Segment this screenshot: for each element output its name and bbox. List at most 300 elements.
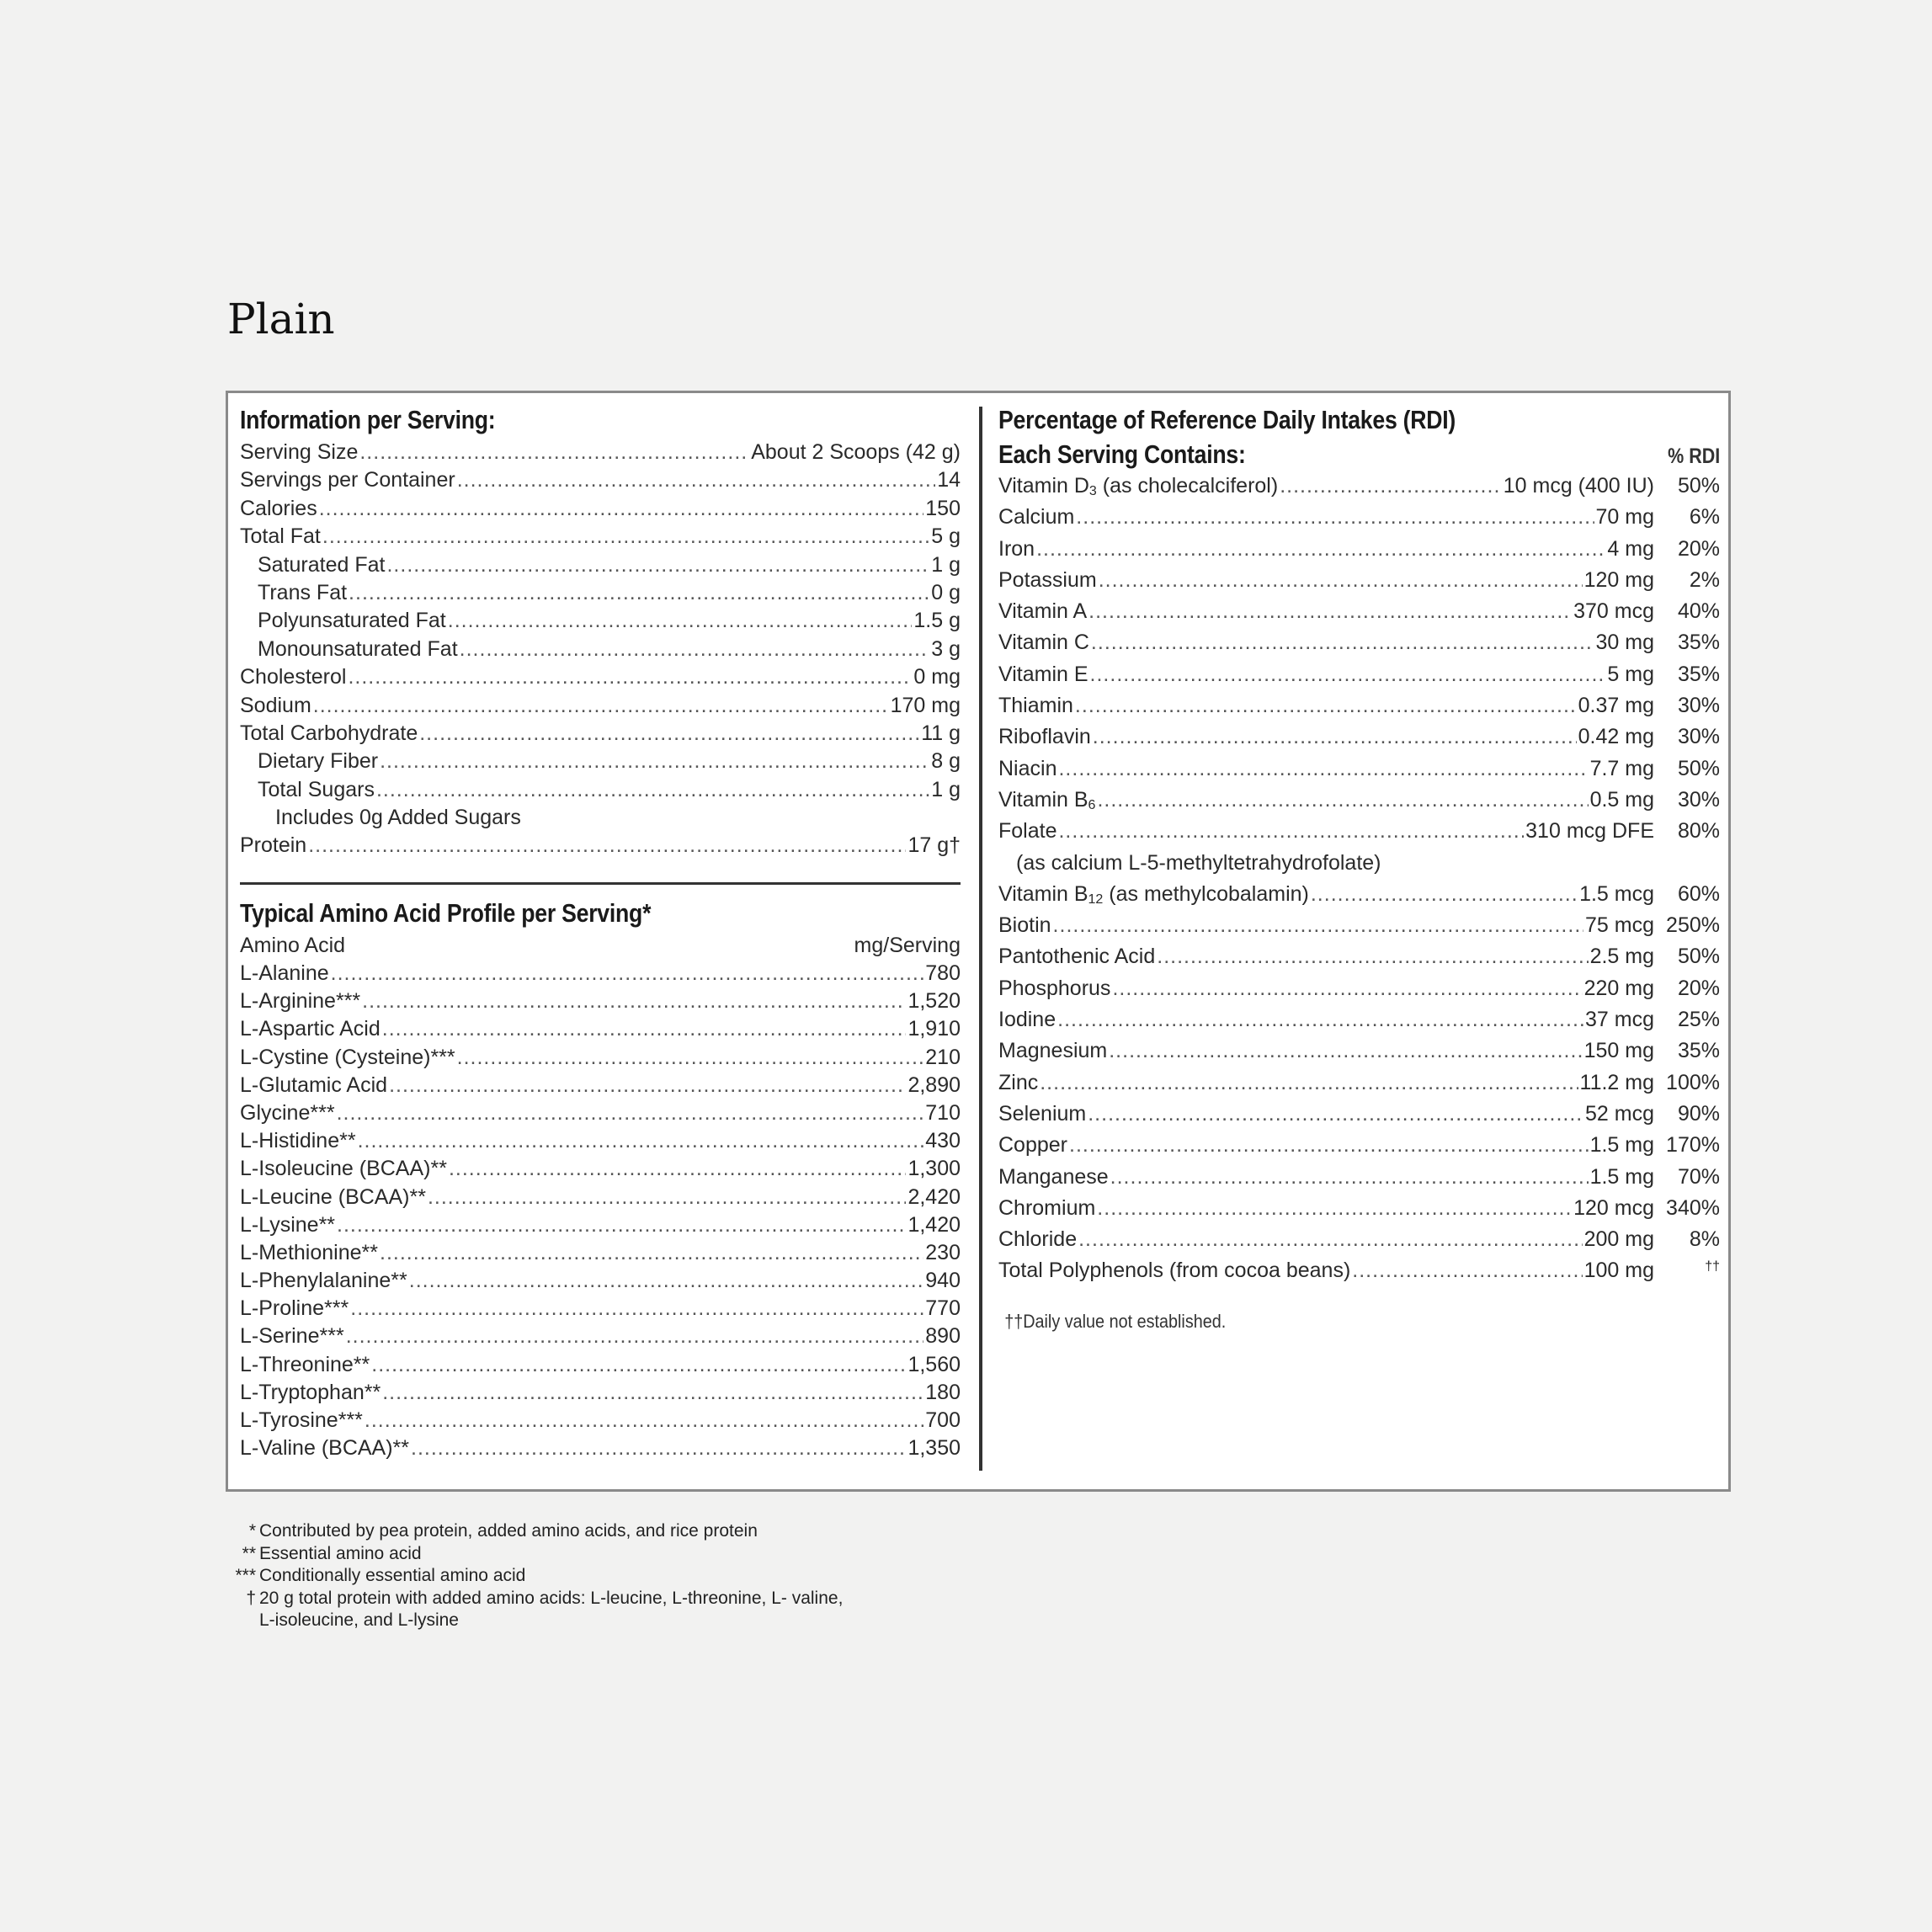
amino-label: L-Threonine**: [240, 1352, 370, 1376]
leader-dots: [409, 1267, 924, 1295]
rdi-entry: [998, 910, 1654, 941]
amino-row: [240, 1044, 961, 1072]
rdi-amount: 0.5 mg: [1589, 787, 1654, 812]
amino-row: [240, 987, 961, 1015]
rdi-amount: 2.5 mg: [1589, 945, 1654, 969]
rdi-entry: [998, 1130, 1654, 1161]
rdi-entry: [998, 1099, 1654, 1130]
amino-value: 1,420: [907, 1212, 961, 1237]
footnote-mark: ***: [235, 1566, 256, 1585]
amino-col-value: mg/Serving: [854, 934, 961, 957]
rdi-label-text: Chloride: [998, 1227, 1078, 1252]
info-label: Dietary Fiber: [258, 749, 379, 774]
rdi-label: [998, 1035, 1107, 1067]
rdi-label-text: Potassium: [998, 567, 1097, 592]
rdi-label-text: Calcium: [998, 505, 1075, 530]
amino-value: 1,910: [907, 1017, 961, 1041]
rdi-label: [998, 1099, 1086, 1130]
rdi-label: [998, 721, 1091, 753]
rdi-row: [998, 596, 1720, 627]
info-label: Polyunsaturated Fat: [258, 609, 446, 633]
info-label: Calories: [240, 496, 317, 520]
rdi-label: [998, 1193, 1095, 1224]
footnote-mark: †: [246, 1588, 256, 1608]
rdi-percent: 250%: [1666, 913, 1720, 938]
rdi-amount: 370 mcg: [1573, 599, 1654, 624]
amino-value: 780: [925, 961, 961, 985]
rdi-percent: 8%: [1689, 1227, 1720, 1252]
rdi-amount: 11.2 mg: [1579, 1070, 1654, 1094]
leader-dots: [389, 1072, 906, 1099]
rdi-percent: 30%: [1677, 725, 1720, 749]
amino-row: [240, 1323, 961, 1350]
rdi-label-text: Vitamin B: [998, 881, 1088, 906]
info-label: Serving Size: [240, 440, 359, 464]
rdi-row: [998, 565, 1720, 596]
leader-dots: [350, 1295, 923, 1323]
leader-dots: [448, 607, 913, 635]
rdi-entry: [998, 627, 1654, 658]
amino-value: 710: [925, 1100, 961, 1125]
rdi-label-text: Folate: [998, 819, 1057, 844]
amino-row: [240, 1211, 961, 1239]
rdi-row: [998, 721, 1720, 753]
info-value: 0 mg: [913, 665, 961, 689]
rdi-row: [998, 471, 1720, 502]
leader-dots: [1058, 753, 1588, 785]
leader-dots: [322, 523, 929, 551]
leader-dots: [1112, 973, 1582, 1004]
rdi-percent: 50%: [1677, 474, 1720, 498]
rdi-label: [998, 1162, 1109, 1193]
rdi-row: [998, 816, 1720, 847]
info-heading: Information per Serving:: [240, 405, 496, 434]
rdi-label-text: Total Polyphenols (from cocoa beans): [998, 1259, 1351, 1283]
leader-dots: [1088, 1099, 1583, 1130]
rdi-label-text: Riboflavin: [998, 725, 1091, 749]
amino-row: [240, 1295, 961, 1323]
rdi-label-text: Biotin: [998, 913, 1051, 938]
leader-dots: [1076, 502, 1594, 533]
rdi-percent: 80%: [1677, 819, 1720, 844]
amino-value: 1,560: [907, 1352, 961, 1376]
rdi-entry: [998, 753, 1654, 785]
column-divider: [979, 407, 982, 1471]
info-value: 1 g: [931, 777, 961, 801]
rdi-label-text: Vitamin D: [998, 474, 1089, 498]
rdi-row: [998, 534, 1720, 565]
amino-row: [240, 1127, 961, 1155]
info-label: Monounsaturated Fat: [258, 636, 458, 661]
amino-label: L-Serine***: [240, 1324, 344, 1349]
info-row: [240, 720, 961, 748]
amino-value: 210: [925, 1045, 961, 1069]
rdi-label: [998, 910, 1051, 941]
rdi-entry: [998, 973, 1654, 1004]
rdi-percent: 40%: [1677, 599, 1720, 624]
footnotes: [229, 1520, 843, 1632]
rdi-amount: 75 mcg: [1585, 913, 1654, 938]
amino-label: Glycine***: [240, 1100, 335, 1125]
amino-value: 1,300: [907, 1157, 961, 1181]
footnote-text: L-isoleucine, and L-lysine: [259, 1610, 459, 1630]
rdi-row: [998, 1224, 1720, 1255]
leader-dots: [1093, 721, 1577, 753]
rdi-amount: 310 mcg DFE: [1525, 819, 1654, 844]
leader-dots: [382, 1379, 923, 1407]
rdi-label: [998, 1224, 1077, 1255]
rdi-amount: 10 mcg (400 IU): [1503, 474, 1654, 498]
leader-dots: [349, 579, 929, 607]
rdi-percent: 30%: [1677, 787, 1720, 812]
leader-dots: [313, 692, 889, 720]
rdi-row: [998, 1067, 1720, 1099]
rdi-row: [998, 690, 1720, 721]
amino-value: 2,420: [907, 1184, 961, 1209]
rdi-percent: 6%: [1689, 505, 1720, 530]
leader-dots: [419, 720, 919, 748]
rdi-label: [998, 659, 1088, 690]
info-value: About 2 Scoops (42 g): [751, 440, 961, 464]
rdi-percent: ††: [1705, 1259, 1720, 1275]
amino-value: 2,890: [907, 1072, 961, 1097]
footnote-mark: **: [242, 1543, 256, 1563]
footnote-text: 20 g total protein with added amino acids: L-leucine, L-threonine, L- valine,: [259, 1588, 844, 1608]
footnote-line: [229, 1565, 843, 1588]
amino-value: 890: [925, 1324, 961, 1349]
info-row: [240, 804, 961, 832]
amino-row: [240, 1267, 961, 1295]
rdi-percent: 50%: [1677, 945, 1720, 969]
leader-dots: [1352, 1255, 1582, 1286]
amino-label: L-Isoleucine (BCAA)**: [240, 1157, 447, 1181]
leader-dots: [358, 1127, 924, 1155]
amino-label: L-Valine (BCAA)**: [240, 1436, 410, 1461]
leader-dots: [386, 551, 929, 579]
amino-row: [240, 1239, 961, 1267]
footnote-text: Conditionally essential amino acid: [259, 1566, 526, 1585]
amino-row: [240, 1351, 961, 1379]
rdi-label: [998, 973, 1110, 1004]
rdi-label-suffix: (as cholecalciferol): [1096, 474, 1279, 498]
info-value: 0 g: [931, 580, 961, 604]
rdi-amount: 120 mcg: [1573, 1195, 1654, 1220]
rdi-label-text: Phosphorus: [998, 976, 1111, 1000]
rdi-entry: [998, 816, 1654, 847]
leader-dots: [382, 1015, 907, 1043]
rdi-amount: 7.7 mg: [1589, 756, 1654, 780]
leader-dots: [1078, 1224, 1583, 1255]
footnote-line: [229, 1543, 843, 1566]
info-row: [240, 523, 961, 551]
leader-dots: [1088, 596, 1572, 627]
amino-label: L-Aspartic Acid: [240, 1017, 381, 1041]
rdi-label-text: Magnesium: [998, 1039, 1108, 1063]
rdi-label-subscript: 12: [1088, 891, 1104, 907]
leader-dots: [380, 1239, 923, 1267]
rdi-rows: [998, 471, 1720, 1287]
rdi-amount: 52 mcg: [1585, 1101, 1654, 1126]
rdi-percent: 50%: [1677, 756, 1720, 780]
info-label: Total Carbohydrate: [240, 721, 418, 745]
leader-dots: [365, 1407, 923, 1434]
info-row: [240, 832, 961, 860]
amino-rows: [240, 960, 961, 1462]
amino-value: 180: [925, 1380, 961, 1404]
rdi-row: [998, 753, 1720, 785]
info-value: 5 g: [931, 524, 961, 549]
rdi-label: [998, 690, 1073, 721]
leader-dots: [411, 1434, 906, 1462]
info-value: 150: [925, 496, 961, 520]
amino-row: [240, 1434, 961, 1462]
rdi-entry: [998, 1193, 1654, 1224]
amino-value: 430: [925, 1129, 961, 1153]
amino-heading: Typical Amino Acid Profile per Serving*: [240, 898, 652, 928]
amino-value: 940: [925, 1269, 961, 1293]
info-row: [240, 692, 961, 720]
leader-dots: [1280, 471, 1502, 502]
footnote-mark: *: [248, 1521, 256, 1541]
rdi-entry: [998, 1255, 1654, 1286]
amino-label: L-Glutamic Acid: [240, 1072, 388, 1097]
leader-dots: [1075, 690, 1577, 721]
rdi-row: [998, 973, 1720, 1004]
leader-dots: [457, 1044, 924, 1072]
rdi-amount: 1.5 mcg: [1579, 881, 1654, 906]
rdi-entry: [998, 502, 1654, 533]
rdi-label-text: Iron: [998, 536, 1035, 561]
info-row: [240, 607, 961, 635]
rdi-percent: 100%: [1666, 1070, 1720, 1094]
rdi-row: [998, 1193, 1720, 1224]
rdi-row: [998, 1130, 1720, 1161]
footnote-line: [229, 1610, 843, 1632]
rdi-label: [998, 816, 1056, 847]
leader-dots: [460, 636, 930, 663]
amino-row: [240, 1379, 961, 1407]
rdi-amount: 0.37 mg: [1578, 694, 1654, 718]
info-row: [240, 495, 961, 523]
leader-dots: [337, 1099, 924, 1127]
leader-dots: [1053, 910, 1583, 941]
rdi-label: [998, 627, 1089, 658]
info-row: [240, 776, 961, 804]
amino-label: L-Proline***: [240, 1296, 349, 1321]
leader-dots: [308, 832, 906, 860]
amino-col-label: Amino Acid: [240, 934, 346, 957]
leader-dots: [371, 1351, 906, 1379]
rdi-amount: 100 mg: [1583, 1259, 1654, 1283]
rdi-label-text: Chromium: [998, 1195, 1096, 1220]
leader-dots: [1097, 785, 1588, 816]
flavor-title: Plain: [227, 295, 335, 343]
info-label: Trans Fat: [258, 580, 348, 604]
rdi-label-text: Vitamin E: [998, 662, 1088, 686]
rdi-entry: [998, 596, 1654, 627]
info-label: Total Sugars: [258, 777, 375, 801]
leader-dots: [376, 776, 929, 804]
rdi-entry: [998, 1224, 1654, 1255]
rdi-label-subscript: 3: [1088, 484, 1097, 498]
info-label: Saturated Fat: [258, 552, 386, 577]
rdi-amount: 0.42 mg: [1578, 725, 1654, 749]
rdi-entry: [998, 1004, 1654, 1035]
rdi-percent: 70%: [1677, 1164, 1720, 1189]
info-label: Cholesterol: [240, 665, 347, 689]
info-row: [240, 579, 961, 607]
rdi-amount: 1.5 mg: [1589, 1164, 1654, 1189]
rdi-label-text: Manganese: [998, 1164, 1109, 1189]
footnote-mark: [229, 1610, 259, 1632]
rdi-entry: [998, 941, 1654, 972]
rdi-row: [998, 1004, 1720, 1035]
amino-row: [240, 1184, 961, 1211]
rdi-row: [998, 785, 1720, 816]
rdi-row: [998, 1162, 1720, 1193]
rdi-heading: Percentage of Reference Daily Intakes (RDI): [998, 405, 1456, 434]
info-label: Protein: [240, 833, 307, 858]
footnote-line: [229, 1520, 843, 1543]
rdi-amount: 150 mg: [1583, 1039, 1654, 1063]
folate-note: (as calcium L-5-methyltetrahydrofolate): [1016, 850, 1381, 875]
leader-dots: [337, 1211, 906, 1239]
amino-label: L-Methionine**: [240, 1240, 378, 1264]
info-label: Sodium: [240, 693, 311, 717]
rdi-entry: [998, 1067, 1654, 1099]
info-value: 8 g: [931, 749, 961, 774]
rdi-percent: 35%: [1677, 662, 1720, 686]
rdi-row: [998, 910, 1720, 941]
leader-dots: [331, 960, 924, 987]
rdi-footnote: ††Daily value not established.: [1004, 1310, 1227, 1332]
rdi-entry: [998, 690, 1654, 721]
rdi-label-subscript: 6: [1088, 797, 1096, 812]
rdi-percent: 20%: [1677, 976, 1720, 1000]
rdi-label-suffix: (as methylcobalamin): [1103, 881, 1309, 906]
amino-value: 1,350: [907, 1436, 961, 1461]
rdi-label-text: Vitamin B: [998, 787, 1088, 812]
leader-dots: [1109, 1035, 1582, 1067]
supplement-facts-panel: [226, 391, 1731, 1492]
info-value: 17 g†: [907, 833, 961, 858]
rdi-row: [998, 941, 1720, 972]
info-rows: [240, 439, 961, 860]
rdi-label-text: Selenium: [998, 1101, 1087, 1126]
amino-label: L-Histidine**: [240, 1129, 356, 1153]
rdi-subheading: Each Serving Contains:: [998, 439, 1246, 469]
rdi-label-text: Niacin: [998, 756, 1057, 780]
rdi-label: [998, 565, 1097, 596]
rdi-entry: [998, 659, 1654, 690]
rdi-label: [998, 753, 1056, 785]
rdi-label-text: Vitamin C: [998, 631, 1089, 655]
rdi-label: [998, 941, 1155, 972]
leader-dots: [1311, 879, 1578, 910]
rdi-percent: 340%: [1666, 1195, 1720, 1220]
rdi-amount: 30 mg: [1595, 631, 1654, 655]
info-value: 3 g: [931, 636, 961, 661]
leader-dots: [1110, 1162, 1589, 1193]
rdi-label-text: Thiamin: [998, 694, 1073, 718]
leader-dots: [362, 987, 906, 1015]
rdi-row: [998, 1255, 1720, 1286]
footnote-line: [229, 1588, 843, 1610]
rdi-entry: [998, 1035, 1654, 1067]
leader-dots: [319, 495, 924, 523]
amino-value: 230: [925, 1240, 961, 1264]
info-value: 14: [937, 468, 961, 492]
info-value: 1.5 g: [913, 609, 961, 633]
leader-dots: [1157, 941, 1588, 972]
leader-dots: [449, 1155, 907, 1183]
rdi-amount: 200 mg: [1583, 1227, 1654, 1252]
amino-value: 700: [925, 1408, 961, 1432]
leader-dots: [1091, 627, 1594, 658]
info-label: Includes 0g Added Sugars: [275, 806, 521, 830]
rdi-entry: [998, 534, 1654, 565]
info-row: [240, 663, 961, 691]
info-row: [240, 636, 961, 663]
info-value: 11 g: [921, 721, 961, 745]
rdi-label: [998, 1067, 1038, 1099]
rdi-amount: 70 mg: [1595, 505, 1654, 530]
leader-dots: [1099, 565, 1583, 596]
leader-dots: [1097, 1193, 1572, 1224]
rdi-label: [998, 596, 1087, 627]
info-row: [240, 466, 961, 494]
leader-dots: [359, 439, 749, 466]
rdi-entry: [998, 565, 1654, 596]
rdi-entry: [998, 1162, 1654, 1193]
rdi-entry: [998, 721, 1654, 753]
rdi-percent: 170%: [1666, 1133, 1720, 1158]
amino-label: L-Tryptophan**: [240, 1380, 381, 1404]
leader-dots: [428, 1184, 907, 1211]
rdi-percent: 20%: [1677, 536, 1720, 561]
rdi-label: [998, 1004, 1056, 1035]
rdi-label: [998, 502, 1074, 533]
rdi-label-text: Copper: [998, 1133, 1067, 1158]
rdi-percent: 30%: [1677, 694, 1720, 718]
info-value: 1 g: [931, 552, 961, 577]
info-row: [240, 551, 961, 579]
amino-row: [240, 1072, 961, 1099]
amino-label: L-Alanine: [240, 961, 329, 985]
rdi-percent: 2%: [1689, 567, 1720, 592]
rdi-amount: 120 mg: [1583, 567, 1654, 592]
amino-label: L-Leucine (BCAA)**: [240, 1184, 426, 1209]
rdi-label: [998, 1130, 1067, 1161]
rdi-amount: 5 mg: [1607, 662, 1654, 686]
rdi-label-text: Zinc: [998, 1070, 1039, 1094]
rdi-row: [998, 1099, 1720, 1130]
leader-dots: [1036, 534, 1605, 565]
footnote-text: Contributed by pea protein, added amino acids, and rice protein: [259, 1521, 758, 1541]
rdi-pct-header: % RDI: [1667, 444, 1720, 468]
info-label: Total Fat: [240, 524, 321, 549]
rdi-label-text: Pantothenic Acid: [998, 945, 1156, 969]
amino-value: 770: [925, 1296, 961, 1321]
leader-dots: [1069, 1130, 1589, 1161]
amino-value: 1,520: [907, 989, 961, 1014]
amino-column-headers: [240, 932, 961, 960]
amino-label: L-Arginine***: [240, 989, 361, 1014]
rdi-percent: 60%: [1677, 881, 1720, 906]
rdi-percent: 25%: [1677, 1008, 1720, 1032]
rdi-row: [998, 502, 1720, 533]
leader-dots: [1057, 1004, 1583, 1035]
